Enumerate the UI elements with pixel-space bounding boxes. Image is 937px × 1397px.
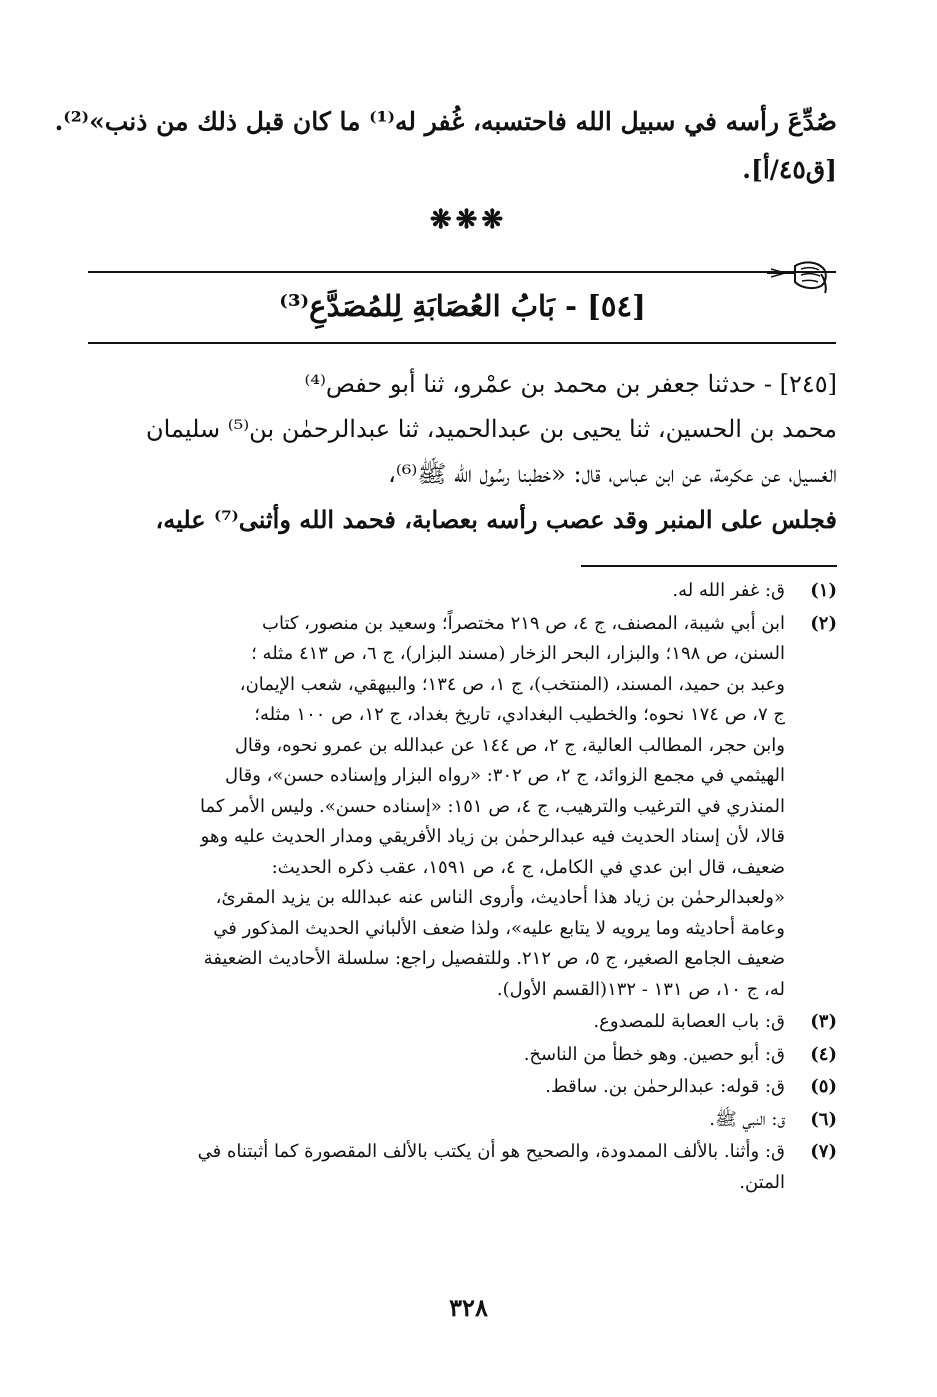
footnote-line: وابن حجر، المطالب العالية، ج ٢، ص ١٤٤ عن عبدالله بن عمرو نحوه، وقال <box>234 734 785 756</box>
footnote-line: ج ٧، ص ١٧٤ نحوه؛ والخطيب البغدادي، تاريخ بغداد، ج ١٢، ص ١٠٠ مثله؛ <box>254 704 785 725</box>
footnote-line: ق: وأثنا. بالألف الممدودة، والصحيح هو أن يكتب بالألف المقصورة كما أثبتناه في <box>197 1141 785 1162</box>
page-number: ٣٢٨ <box>449 1293 488 1322</box>
footnote <box>88 1040 837 1071</box>
footnote-number: (٢) <box>810 612 837 634</box>
footnote-line: ق: قوله: عبدالرحمٰن بن. ساقط. <box>545 1076 785 1097</box>
footnote-number: (٥) <box>810 1076 837 1097</box>
hadith-line: الغسيل، عن عكرمة، عن ابن عباس، قال: «خطبنا رسُول الله ﷺ⁽⁶⁾، <box>388 460 837 488</box>
footnote-line: المنذري في الترغيب والترهيب، ج ٤، ص ١٥١: «إسناده حسن». وليس الأمر كما <box>199 795 785 817</box>
footnote <box>88 1007 837 1038</box>
hand-with-pen-icon <box>765 252 829 294</box>
footnote-line: «ولعبدالرحمٰن بن زياد هذا أحاديث، وأروى الناس عنه عبدالله بن يزيد المقرئ، <box>215 887 785 908</box>
footnote <box>88 576 837 607</box>
footnotes <box>88 576 837 1198</box>
title-rule-top <box>88 271 836 273</box>
footnote-line: قالا، لأن إسناد الحديث فيه عبدالرحمٰن بن زياد الأفريقي ومدار الحديث عليه وهو <box>200 826 785 847</box>
continued-text-line: صُدِّعَ رأسه في سبيل الله فاحتسبه، غُفر له⁽¹⁾ ما كان قبل ذلك من ذنب»⁽²⁾. <box>54 107 837 136</box>
continued-text <box>54 98 837 194</box>
title-rule-bottom <box>88 342 836 344</box>
hadith-line: فجلس على المنبر وقد عصب رأسه بعصابة، فحمد الله وأثنى⁽⁷⁾ عليه، <box>155 505 837 534</box>
footnote-line: ق: باب العصابة للمصدوع. <box>593 1011 785 1032</box>
footnote <box>88 1072 837 1103</box>
footnote-line: ق: أبو حصين. وهو خطأ من الناسخ. <box>523 1043 785 1065</box>
footnote <box>88 1137 837 1198</box>
footnote-line: السنن، ص ١٩٨؛ والبزار، البحر الزخار (مسند البزار)، ج ٦، ص ٤١٣ مثله ؛ <box>251 643 785 664</box>
footnote-line: ضعيف الجامع الصغير، ج ٥، ص ٢١٢. وللتفصيل راجع: سلسلة الأحاديث الضعيفة <box>203 948 785 969</box>
footnote-number: (٤) <box>810 1043 837 1065</box>
footnote-line: له، ج ١٠، ص ١٣١ - ١٣٢(القسم الأول). <box>496 978 785 1000</box>
footnote-number: (٣) <box>810 1011 837 1032</box>
hadith-text <box>88 362 837 542</box>
footnote-number: (١) <box>810 580 837 601</box>
manuscript-reference: [ق٤٥/أ]. <box>742 155 837 184</box>
footnote-line: وعامة أحاديثه وما يرويه لا يتابع عليه»، ولذا ضعف الألباني الحديث المذكور في <box>213 917 785 939</box>
footnote-line: المتن. <box>739 1171 785 1193</box>
hadith-line: [٢٤٥] - حدثنا جعفر بن محمد بن عمْرو، ثنا أبو حفص⁽⁴⁾ <box>304 370 837 398</box>
footnote-line: ق: النبي ﷺ. <box>709 1108 785 1130</box>
chapter-title: [٥٤] - بَابُ العُصَابَةِ لِلمُصَدَّعِ⁽³⁾ <box>279 289 646 323</box>
hadith-line: محمد بن الحسين، ثنا يحيى بن عبدالحميد، ثنا عبدالرحمٰن بن⁽⁵⁾ سليمان <box>146 415 837 443</box>
footnote-number: (٦) <box>810 1108 837 1130</box>
footnote-line: ق: غفر الله له. <box>672 580 785 601</box>
section-separator-stars: ❋❋❋ <box>429 205 508 235</box>
footnote-line: الهيثمي في مجمع الزوائد، ج ٢، ص ٣٠٢: «رواه البزار وإسناده حسن»، وقال <box>225 765 785 786</box>
footnote <box>88 1105 837 1136</box>
footnote <box>88 609 837 1006</box>
footnote-line: وعبد بن حميد، المسند، (المنتخب)، ج ١، ص ١٣٤؛ والبيهقي، شعب الإيمان، <box>239 673 785 695</box>
footnote-separator <box>581 565 837 567</box>
footnote-line: ابن أبي شيبة، المصنف، ج ٤، ص ٢١٩ مختصراً؛ وسعيد بن منصور، كتاب <box>262 612 785 634</box>
footnote-line: ضعيف، قال ابن عدي في الكامل، ج ٤، ص ١٥٩١، عقب ذكره الحديث: <box>271 856 785 878</box>
footnote-number: (٧) <box>810 1141 837 1162</box>
